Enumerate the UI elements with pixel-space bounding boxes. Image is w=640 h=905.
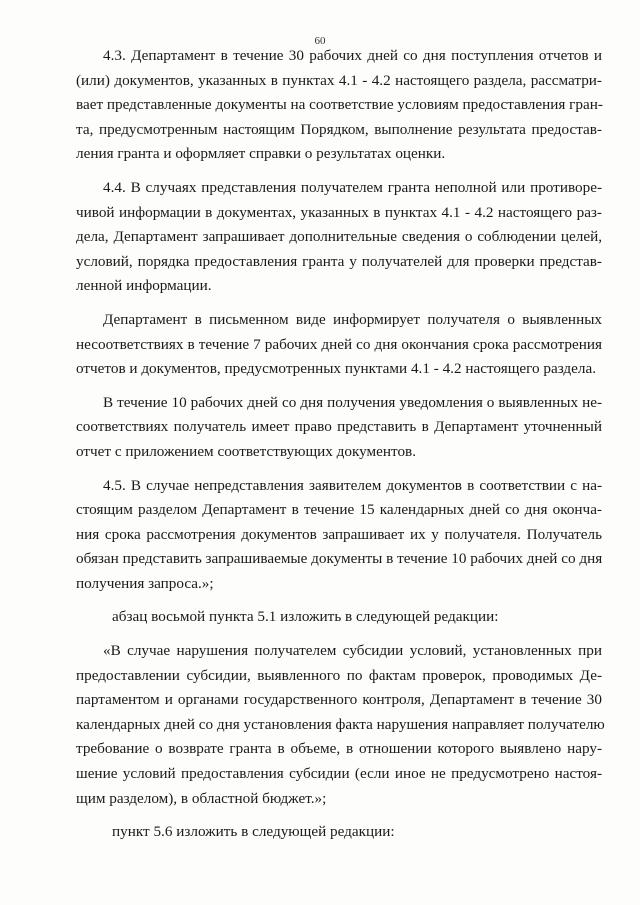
text-line: ленной информации. xyxy=(76,277,212,295)
text-line: (или) документов, указанных в пунктах 4.1 - 4.2 настоящего раздела, рассматри- xyxy=(76,71,602,89)
text-line: дела, Департамент запрашивает дополнительные сведения о соблюдении целей, xyxy=(76,228,602,246)
text-line: Департамент в письменном виде информирует получателя о выявленных xyxy=(103,310,602,328)
text-line: ления гранта и оформляет справки о результатах оценки. xyxy=(76,145,446,163)
document-body xyxy=(76,44,605,854)
text-line: условий, порядка предоставления гранта у получателей для проверки представ- xyxy=(76,252,602,270)
text-line: вает представленные документы на соответствие условиям предоставления гран- xyxy=(76,96,603,114)
text-line: несоответствиях в течение 7 рабочих дней со дня окончания срока рассмотрения xyxy=(76,335,602,353)
text-line: «В случае нарушения получателем субсидии условий, установленных при xyxy=(103,642,602,660)
paragraph-p-abzac xyxy=(76,605,602,630)
text-line: пункт 5.6 изложить в следующей редакции: xyxy=(112,823,395,841)
paragraph-p-4-5 xyxy=(76,474,602,597)
text-line: В течение 10 рабочих дней со дня получения уведомления о выявленных не- xyxy=(103,393,602,411)
text-line: стоящим разделом Департамент в течение 15 календарных дней со дня оконча- xyxy=(76,501,602,519)
text-line: обязан представить запрашиваемые документы в течение 10 рабочих дней со дня xyxy=(76,550,603,568)
text-line: предоставлении субсидии, выявленного по фактам проверок, проводимых Де- xyxy=(76,666,602,684)
text-line: 4.4. В случаях представления получателем гранта неполной или противоре- xyxy=(103,178,602,196)
page-number: 60 xyxy=(314,35,326,47)
paragraph-p-5-6 xyxy=(76,820,602,845)
text-line: абзац восьмой пункта 5.1 изложить в следующей редакции: xyxy=(112,608,499,626)
text-line: отчет с приложением соответствующих документов. xyxy=(76,442,417,460)
text-line: соответствиях получатель имеет право представить в Департамент уточненный xyxy=(76,418,602,436)
text-line: щим разделом), в областной бюджет.»; xyxy=(76,789,327,807)
text-line: шение условий предоставления субсидии (если иное не предусмотрено настоя- xyxy=(76,765,602,783)
text-line: 4.5. В случае непредставления заявителем документов в соответствии с на- xyxy=(103,476,602,494)
text-line: получения запроса.»; xyxy=(76,574,214,592)
paragraph-p-quote xyxy=(76,639,605,811)
paragraph-p-4-4 xyxy=(76,176,602,299)
paragraph-p-4-3 xyxy=(76,44,602,167)
text-line: требование о возврате гранта в объеме, в отношении которого выявлено нару- xyxy=(76,740,602,758)
text-line: чивой информации в документах, указанных в пунктах 4.1 - 4.2 настоящего раз- xyxy=(76,203,602,221)
paragraph-p-10days xyxy=(76,391,602,465)
text-line: календарных дней со дня установления факта нарушения направляет получателю xyxy=(76,715,605,733)
paragraph-p-inform xyxy=(76,308,602,382)
text-line: партаментом и органами государственного контроля, Департамент в течение 30 xyxy=(76,691,602,709)
text-line: отчетов и документов, предусмотренных пунктами 4.1 - 4.2 настоящего раздела. xyxy=(76,360,597,378)
text-line: ния срока рассмотрения документов запрашивает их у получателя. Получатель xyxy=(76,525,602,543)
text-line: 4.3. Департамент в течение 30 рабочих дней со дня поступления отчетов и xyxy=(103,47,602,64)
text-line: та, предусмотренным настоящим Порядком, выполнение результата предостав- xyxy=(76,120,602,138)
